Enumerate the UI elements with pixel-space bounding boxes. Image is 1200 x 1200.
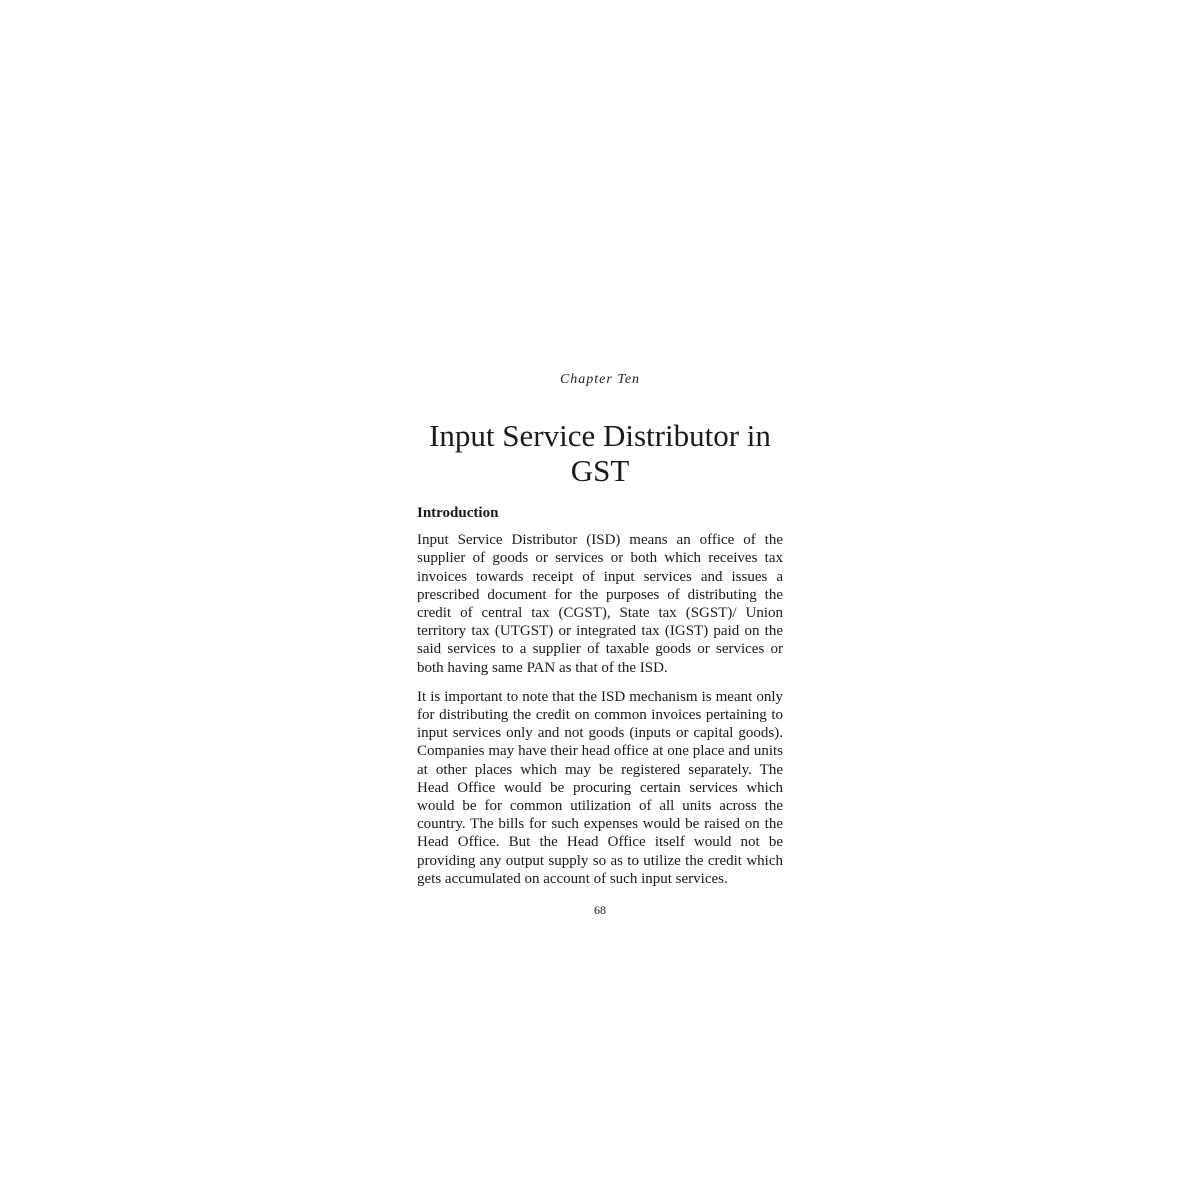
section-heading: Introduction <box>417 505 499 521</box>
paragraph-1: Input Service Distributor (ISD) means an office of the supplier of goods or services or both which receives tax invoices towards receipt of input services and issues a prescribed document for the purposes of distributing the credit of central tax (CGST), State tax (SGST)/ Union territory tax (UTGST) or integrated tax (IGST) paid on the said services to a supplier of taxable goods or services or both having same PAN as that of the ISD. <box>417 532 783 676</box>
chapter-title: Input Service Distributor in GST <box>429 418 771 488</box>
chapter-label: Chapter Ten <box>559 372 641 387</box>
chapter-body <box>417 504 783 899</box>
paragraph-2: It is important to note that the ISD mechanism is meant only for distributing the credit on common invoices pertaining to input services only and not goods (inputs or capital goods). Companies may have their head office at one place and units at other places which may be registered separately. The Head Office would be procuring certain services which would be for common utilization of all units across the country. The bills for such expenses would be raised on the Head Office. But the Head Office itself would not be providing any output supply so as to utilize the credit which gets accumulated on account of such input services. <box>417 688 783 887</box>
page-number: 68 <box>594 903 606 917</box>
